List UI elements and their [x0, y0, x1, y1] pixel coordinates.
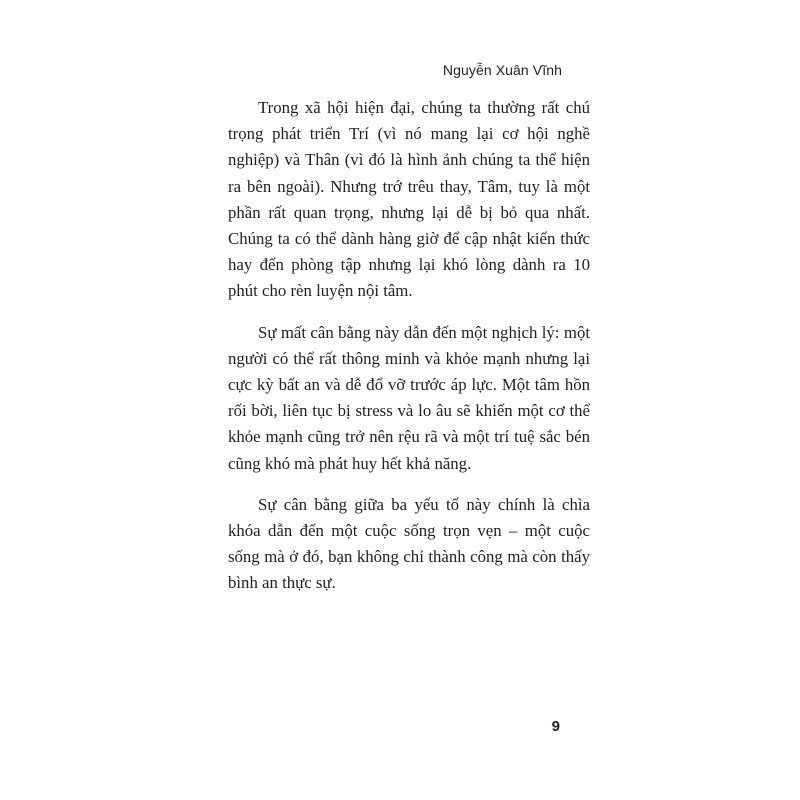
paragraph-3: Sự cân bằng giữa ba yếu tố này chính là chìa khóa dẫn đến một cuộc sống trọn vẹn – một cuộc sống mà ở đó, bạn không chỉ thành công mà còn thấy bình an thực sự. [228, 494, 590, 593]
paragraph-1: Trong xã hội hiện đại, chúng ta thường rất chú trọng phát triển Trí (vì nó mang lại cơ hội nghề nghiệp) và Thân (vì đó là hình ảnh chúng ta thể hiện ra bên ngoài). Nhưng trớ trêu thay, Tâm, tuy là một phần rất quan trọng, nhưng lại dễ bị bỏ qua nhất. Chúng ta có thể dành hàng giờ để cập nhật kiến thức hay đến phòng tập nhưng lại khó lòng dành ra 10 phút cho rèn luyện nội tâm. [228, 98, 590, 301]
paragraph-2: Sự mất cân bằng này dẫn đến một nghịch lý: một người có thể rất thông minh và khỏe mạnh nhưng lại cực kỳ bất an và dễ đổ vỡ trước áp lực. Một tâm hồn rối bời, liên tục bị stress và lo âu sẽ khiến một cơ thể khỏe mạnh cũng trở nên rệu rã và một trí tuệ sắc bén cũng khó mà phát huy hết khả năng. [228, 322, 590, 473]
body-text [228, 95, 590, 612]
running-header-author: Nguyễn Xuân Vĩnh [442, 62, 562, 78]
page-number: 9 [551, 718, 560, 735]
